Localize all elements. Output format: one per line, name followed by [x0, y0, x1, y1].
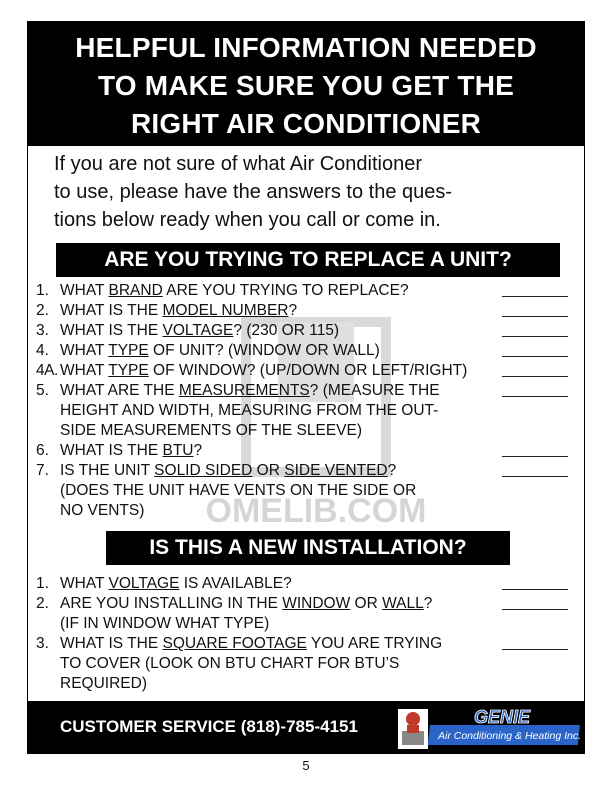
question-text: WHAT	[60, 282, 109, 299]
question-text: ?	[387, 462, 397, 479]
title-line-2: TO MAKE SURE YOU GET THE	[97, 70, 515, 101]
title-line-1: HELPFUL INFORMATION NEEDED	[75, 32, 537, 63]
question-number: 7.	[36, 462, 49, 479]
answer-line[interactable]	[502, 356, 568, 357]
page-number: 5	[302, 758, 310, 773]
question-text: ARE YOU INSTALLING IN THE	[60, 595, 283, 612]
question-text: WHAT IS THE	[60, 635, 163, 652]
replace-question-list	[36, 281, 576, 521]
question-text: ?	[288, 302, 298, 319]
question-keyword: MEASUREMENTS	[178, 382, 310, 399]
question-number: 6.	[36, 442, 49, 459]
question-continuation: TO COVER (LOOK ON BTU CHART FOR BTU’S	[60, 655, 400, 672]
answer-line[interactable]	[502, 296, 568, 297]
logo-tagline: Air Conditioning & Heating Inc.	[438, 730, 581, 742]
question-text: YOU ARE TRYING	[306, 635, 443, 652]
question-row	[36, 321, 576, 341]
question-text: ARE YOU TRYING TO REPLACE?	[162, 282, 409, 299]
answer-line[interactable]	[502, 396, 568, 397]
question-text: OF WINDOW? (UP/DOWN OR LEFT/RIGHT)	[148, 362, 468, 379]
question-keyword: TYPE	[108, 342, 149, 359]
page-frame	[27, 21, 585, 754]
question-text: IS THE UNIT	[60, 462, 155, 479]
title-line-3: RIGHT AIR CONDITIONER	[130, 108, 482, 139]
intro-line-1: If you are not sure of what Air Conditioner	[54, 153, 422, 175]
question-row	[36, 574, 576, 594]
question-number: 2.	[36, 302, 49, 319]
question-continuation: REQUIRED)	[60, 675, 147, 692]
answer-line[interactable]	[502, 589, 568, 590]
question-keyword: VOLTAGE	[108, 575, 180, 592]
question-number: 1.	[36, 282, 49, 299]
question-keyword: SIDE VENTED	[284, 462, 388, 479]
question-row	[36, 381, 576, 401]
watermark-text: OMELIB.COM	[205, 492, 427, 530]
question-text: WHAT	[60, 575, 109, 592]
question-number: 4.	[36, 342, 49, 359]
question-text: ?	[423, 595, 433, 612]
question-keyword: TYPE	[108, 362, 149, 379]
question-number: 5.	[36, 382, 49, 399]
question-number: 2.	[36, 595, 49, 612]
genie-logo	[396, 705, 584, 751]
question-text: WHAT	[60, 342, 109, 359]
question-text: WHAT IS THE	[60, 322, 163, 339]
question-keyword: MODEL NUMBER	[162, 302, 289, 319]
question-continuation: HEIGHT AND WIDTH, MEASURING FROM THE OUT-	[60, 402, 439, 419]
question-number: 4A.	[36, 362, 58, 379]
intro-paragraph	[54, 150, 574, 234]
question-text: OF UNIT? (WINDOW OR WALL)	[148, 342, 380, 359]
question-row	[36, 361, 576, 381]
page-title	[28, 22, 584, 146]
question-number: 3.	[36, 322, 49, 339]
question-text: ?	[193, 442, 203, 459]
answer-line[interactable]	[502, 336, 568, 337]
section-new-heading: IS THIS A NEW INSTALLATION?	[106, 531, 510, 565]
question-row	[36, 341, 576, 361]
section-replace-heading: ARE YOU TRYING TO REPLACE A UNIT?	[56, 243, 560, 277]
answer-line[interactable]	[502, 376, 568, 377]
question-keyword: BTU	[162, 442, 194, 459]
question-text: IS AVAILABLE?	[179, 575, 292, 592]
question-text: OR	[350, 595, 383, 612]
question-keyword: WALL	[382, 595, 424, 612]
answer-line[interactable]	[502, 609, 568, 610]
question-keyword: WINDOW	[282, 595, 351, 612]
question-row	[36, 301, 576, 321]
question-continuation: (IF IN WINDOW WHAT TYPE)	[60, 615, 270, 632]
question-row	[36, 281, 576, 301]
question-row	[36, 461, 576, 481]
question-text: WHAT IS THE	[60, 442, 163, 459]
footer-bar	[28, 701, 584, 753]
question-continuation: SIDE MEASUREMENTS OF THE SLEEVE)	[60, 422, 363, 439]
question-keyword: SOLID SIDED	[154, 462, 253, 479]
customer-service-phone: CUSTOMER SERVICE (818)-785-4151	[60, 717, 358, 736]
question-text: ? (230 OR 115)	[233, 322, 340, 339]
question-continuation: NO VENTS)	[60, 502, 145, 519]
question-text: OR	[252, 462, 285, 479]
question-row	[36, 634, 576, 654]
answer-line[interactable]	[502, 649, 568, 650]
question-text: WHAT IS THE	[60, 302, 163, 319]
answer-line[interactable]	[502, 316, 568, 317]
question-text: WHAT	[60, 362, 109, 379]
question-continuation: (DOES THE UNIT HAVE VENTS ON THE SIDE OR	[60, 482, 417, 499]
question-text: ? (MEASURE THE	[309, 382, 440, 399]
answer-line[interactable]	[502, 456, 568, 457]
question-number: 3.	[36, 635, 49, 652]
question-text: WHAT ARE THE	[60, 382, 179, 399]
question-row	[36, 441, 576, 461]
question-keyword: VOLTAGE	[162, 322, 234, 339]
question-keyword: SQUARE FOOTAGE	[162, 635, 307, 652]
question-keyword: BRAND	[108, 282, 163, 299]
intro-line-3: tions below ready when you call or come in.	[54, 209, 441, 231]
new-install-question-list	[36, 574, 576, 694]
logo-name: GENIE	[474, 707, 531, 727]
question-row	[36, 594, 576, 614]
answer-line[interactable]	[502, 476, 568, 477]
question-number: 1.	[36, 575, 49, 592]
intro-line-2: to use, please have the answers to the ques-	[54, 181, 453, 203]
